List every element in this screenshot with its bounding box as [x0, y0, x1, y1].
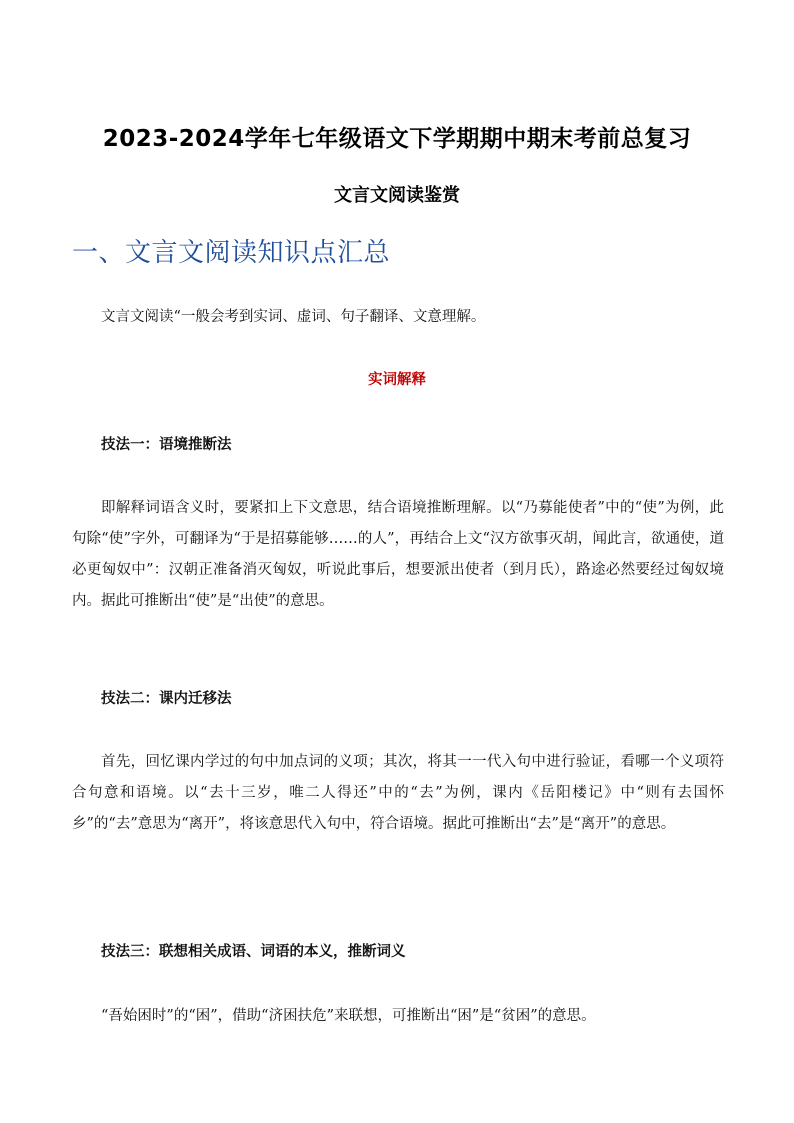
document-title: 2023-2024学年七年级语文下学期期中期末考前总复习: [102, 126, 692, 152]
technique-2-heading: 技法二：课内迁移法: [101, 690, 232, 707]
technique-3-body: “吾始困时”的“困”，借助“济困扶危”来联想，可推断出“困”是“贫困”的意思。: [101, 1008, 596, 1024]
section-heading: 一、文言文阅读知识点汇总: [72, 238, 391, 268]
technique-1-body: 即解释词语含义时，要紧扣上下文意思，结合语境推断理解。以“乃募能使者”中的“使”为例，此句除“使”字外，可翻译为“于是招募能够……的人”，再结合上文“汉方欲事灭胡，闻此言，欲通使，道必更匈奴中”：汉朝正准备消灭匈奴，听说此事后，想要派出使者（到月氏），路途必然要经过匈奴境内。据此可推断出“使”是“出使”的意思。: [72, 500, 724, 609]
document-subtitle: 文言文阅读鉴赏: [334, 185, 460, 206]
technique-1-heading: 技法一：语境推断法: [101, 436, 232, 453]
category-heading: 实词解释: [368, 371, 426, 388]
technique-2-body: 首先，回忆课内学过的句中加点词的义项；其次，将其一一代入句中进行验证，看哪一个义项符合句意和语境。以“去十三岁，唯二人得还”中的“去”为例，课内《岳阳楼记》中“则有去国怀乡”的“去”意思为“离开”，将该意思代入句中，符合语境。据此可推断出“去”是“离开”的意思。: [72, 754, 724, 832]
technique-3-heading: 技法三：联想相关成语、词语的本义，推断词义: [101, 943, 406, 960]
intro-paragraph: 文言文阅读“一般会考到实词、虚词、句子翻译、文意理解。: [101, 309, 486, 325]
